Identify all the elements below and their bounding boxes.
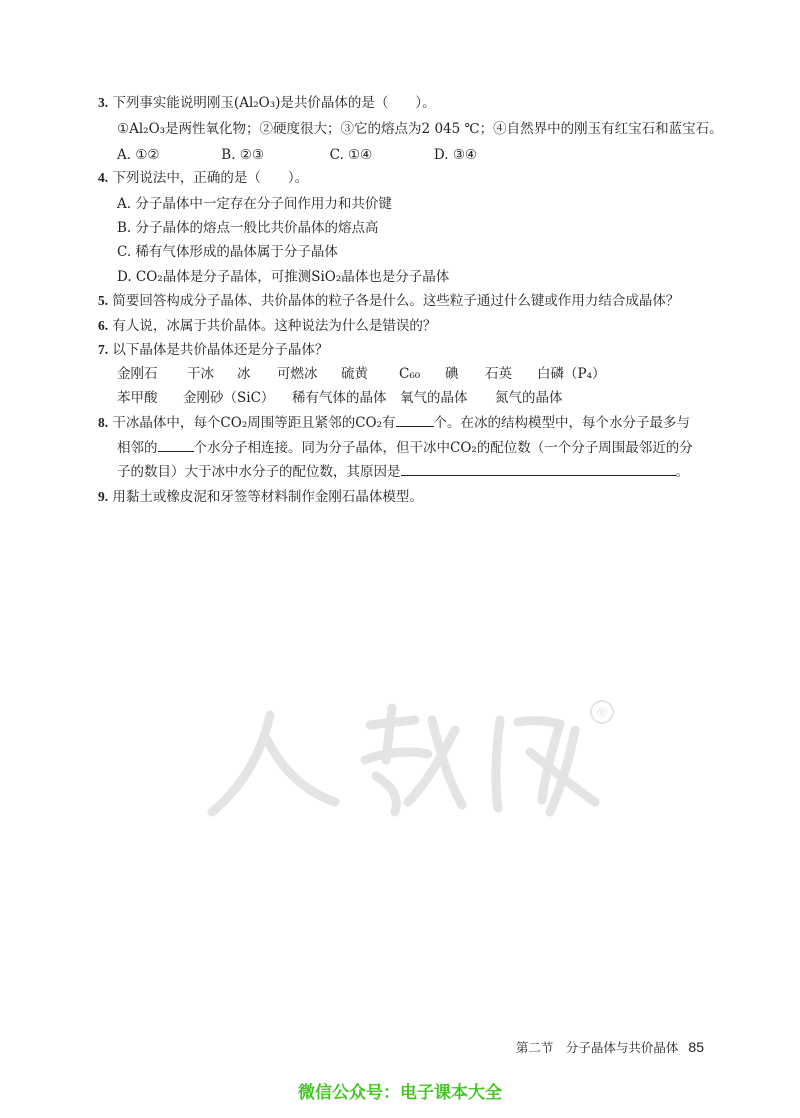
- q3-option-b: B. ②③: [221, 147, 265, 163]
- q7-item: 氮气的晶体: [495, 390, 563, 406]
- q7-item: 氧气的晶体: [400, 390, 468, 406]
- q8-line3: [117, 462, 689, 482]
- q5-text: 简要回答构成分子晶体、共价晶体的粒子各是什么。这些粒子通过什么键或作用力结合成晶体？: [112, 293, 680, 309]
- q7-item: 金刚石: [117, 366, 158, 382]
- q8-line1: [98, 413, 690, 433]
- q8-text: 相邻的: [117, 440, 158, 456]
- q7-stem: 以下晶体是共价晶体还是分子晶体？: [112, 342, 329, 358]
- q8-line2: [117, 438, 693, 458]
- q3-stem: 下列事实能说明刚玉(Al₂O₃)是共价晶体的是（ ）。: [112, 95, 436, 111]
- q4-option-b: B. 分子晶体的熔点一般比共价晶体的熔点高: [117, 220, 379, 236]
- section-title: 第二节 分子晶体与共价晶体: [515, 1040, 679, 1055]
- q8-text: 个水分子相连接。同为分子晶体，但干冰中CO₂的配位数（一个分子周围最邻近的分: [193, 440, 693, 456]
- q5-number: 5.: [98, 293, 109, 308]
- q9-number: 9.: [98, 489, 109, 504]
- page-footer: [516, 1038, 704, 1056]
- answer-blank[interactable]: [396, 413, 434, 427]
- q8-text: 干冰晶体中，每个CO₂周围等距且紧邻的CO₂有: [112, 415, 396, 431]
- q3-option-d: D. ③④: [433, 147, 478, 163]
- q7-item: 碘: [445, 366, 459, 382]
- q6-line: [98, 316, 436, 336]
- q9-text: 用黏土或橡皮泥和牙签等材料制作金刚石晶体模型。: [112, 489, 423, 505]
- q8-number: 8.: [98, 415, 109, 430]
- q7-item: 苯甲酸: [117, 390, 158, 406]
- q7-item: 白磷（P₄）: [537, 366, 606, 382]
- q7-item: 稀有气体的晶体: [292, 390, 387, 406]
- q6-number: 6.: [98, 318, 109, 333]
- publisher-watermark-logo: [200, 690, 620, 820]
- q9-line: [98, 487, 423, 507]
- q7-number: 7.: [98, 342, 109, 357]
- q7-stem-line: [98, 340, 328, 360]
- q4-option-d: D. CO₂晶体是分子晶体，可推测SiO₂晶体也是分子晶体: [117, 269, 450, 285]
- q3-option-c: C. ①④: [329, 147, 373, 163]
- q4-stem: 下列说法中，正确的是（ ）。: [112, 170, 309, 186]
- answer-blank[interactable]: [401, 462, 676, 476]
- q6-text: 有人说，冰属于共价晶体。这种说法为什么是错误的？: [112, 318, 437, 334]
- q3-number: 3.: [98, 95, 109, 110]
- q5-line: [98, 291, 679, 311]
- q3-option-a: A. ①②: [117, 147, 160, 163]
- q7-item: 金刚砂（SiC）: [183, 390, 275, 406]
- q4-number: 4.: [98, 170, 109, 185]
- q7-item: 干冰: [187, 366, 214, 382]
- q8-text: 子的数目）大于冰中水分子的配位数，其原因是: [117, 464, 401, 480]
- wechat-banner: 微信公众号：电子课本大全: [298, 1083, 502, 1103]
- q3-options: [117, 145, 477, 165]
- q7-item: 石英: [485, 366, 512, 382]
- q7-item: 可燃冰: [277, 366, 318, 382]
- q3-stem-line: [98, 93, 436, 113]
- q8-text: 。: [675, 464, 689, 480]
- q7-item: 硫黄: [341, 366, 368, 382]
- q7-item: 冰: [237, 366, 251, 382]
- q4-option-c: C. 稀有气体形成的晶体属于分子晶体: [117, 244, 338, 260]
- page-number: 85: [688, 1039, 704, 1055]
- q4-option-a: A. 分子晶体中一定存在分子间作用力和共价键: [117, 196, 392, 212]
- registered-symbol: ®: [597, 705, 607, 720]
- q8-text: 个。在冰的结构模型中，每个水分子最多与: [433, 415, 691, 431]
- answer-blank[interactable]: [158, 438, 194, 452]
- q4-stem-line: [98, 168, 308, 188]
- q3-facts: ①Al₂O₃是两性氧化物；②硬度很大；③它的熔点为2 045 ℃；④自然界中的刚玉有红宝石和蓝宝石。: [117, 121, 723, 137]
- q7-item: C₆₀: [399, 366, 421, 382]
